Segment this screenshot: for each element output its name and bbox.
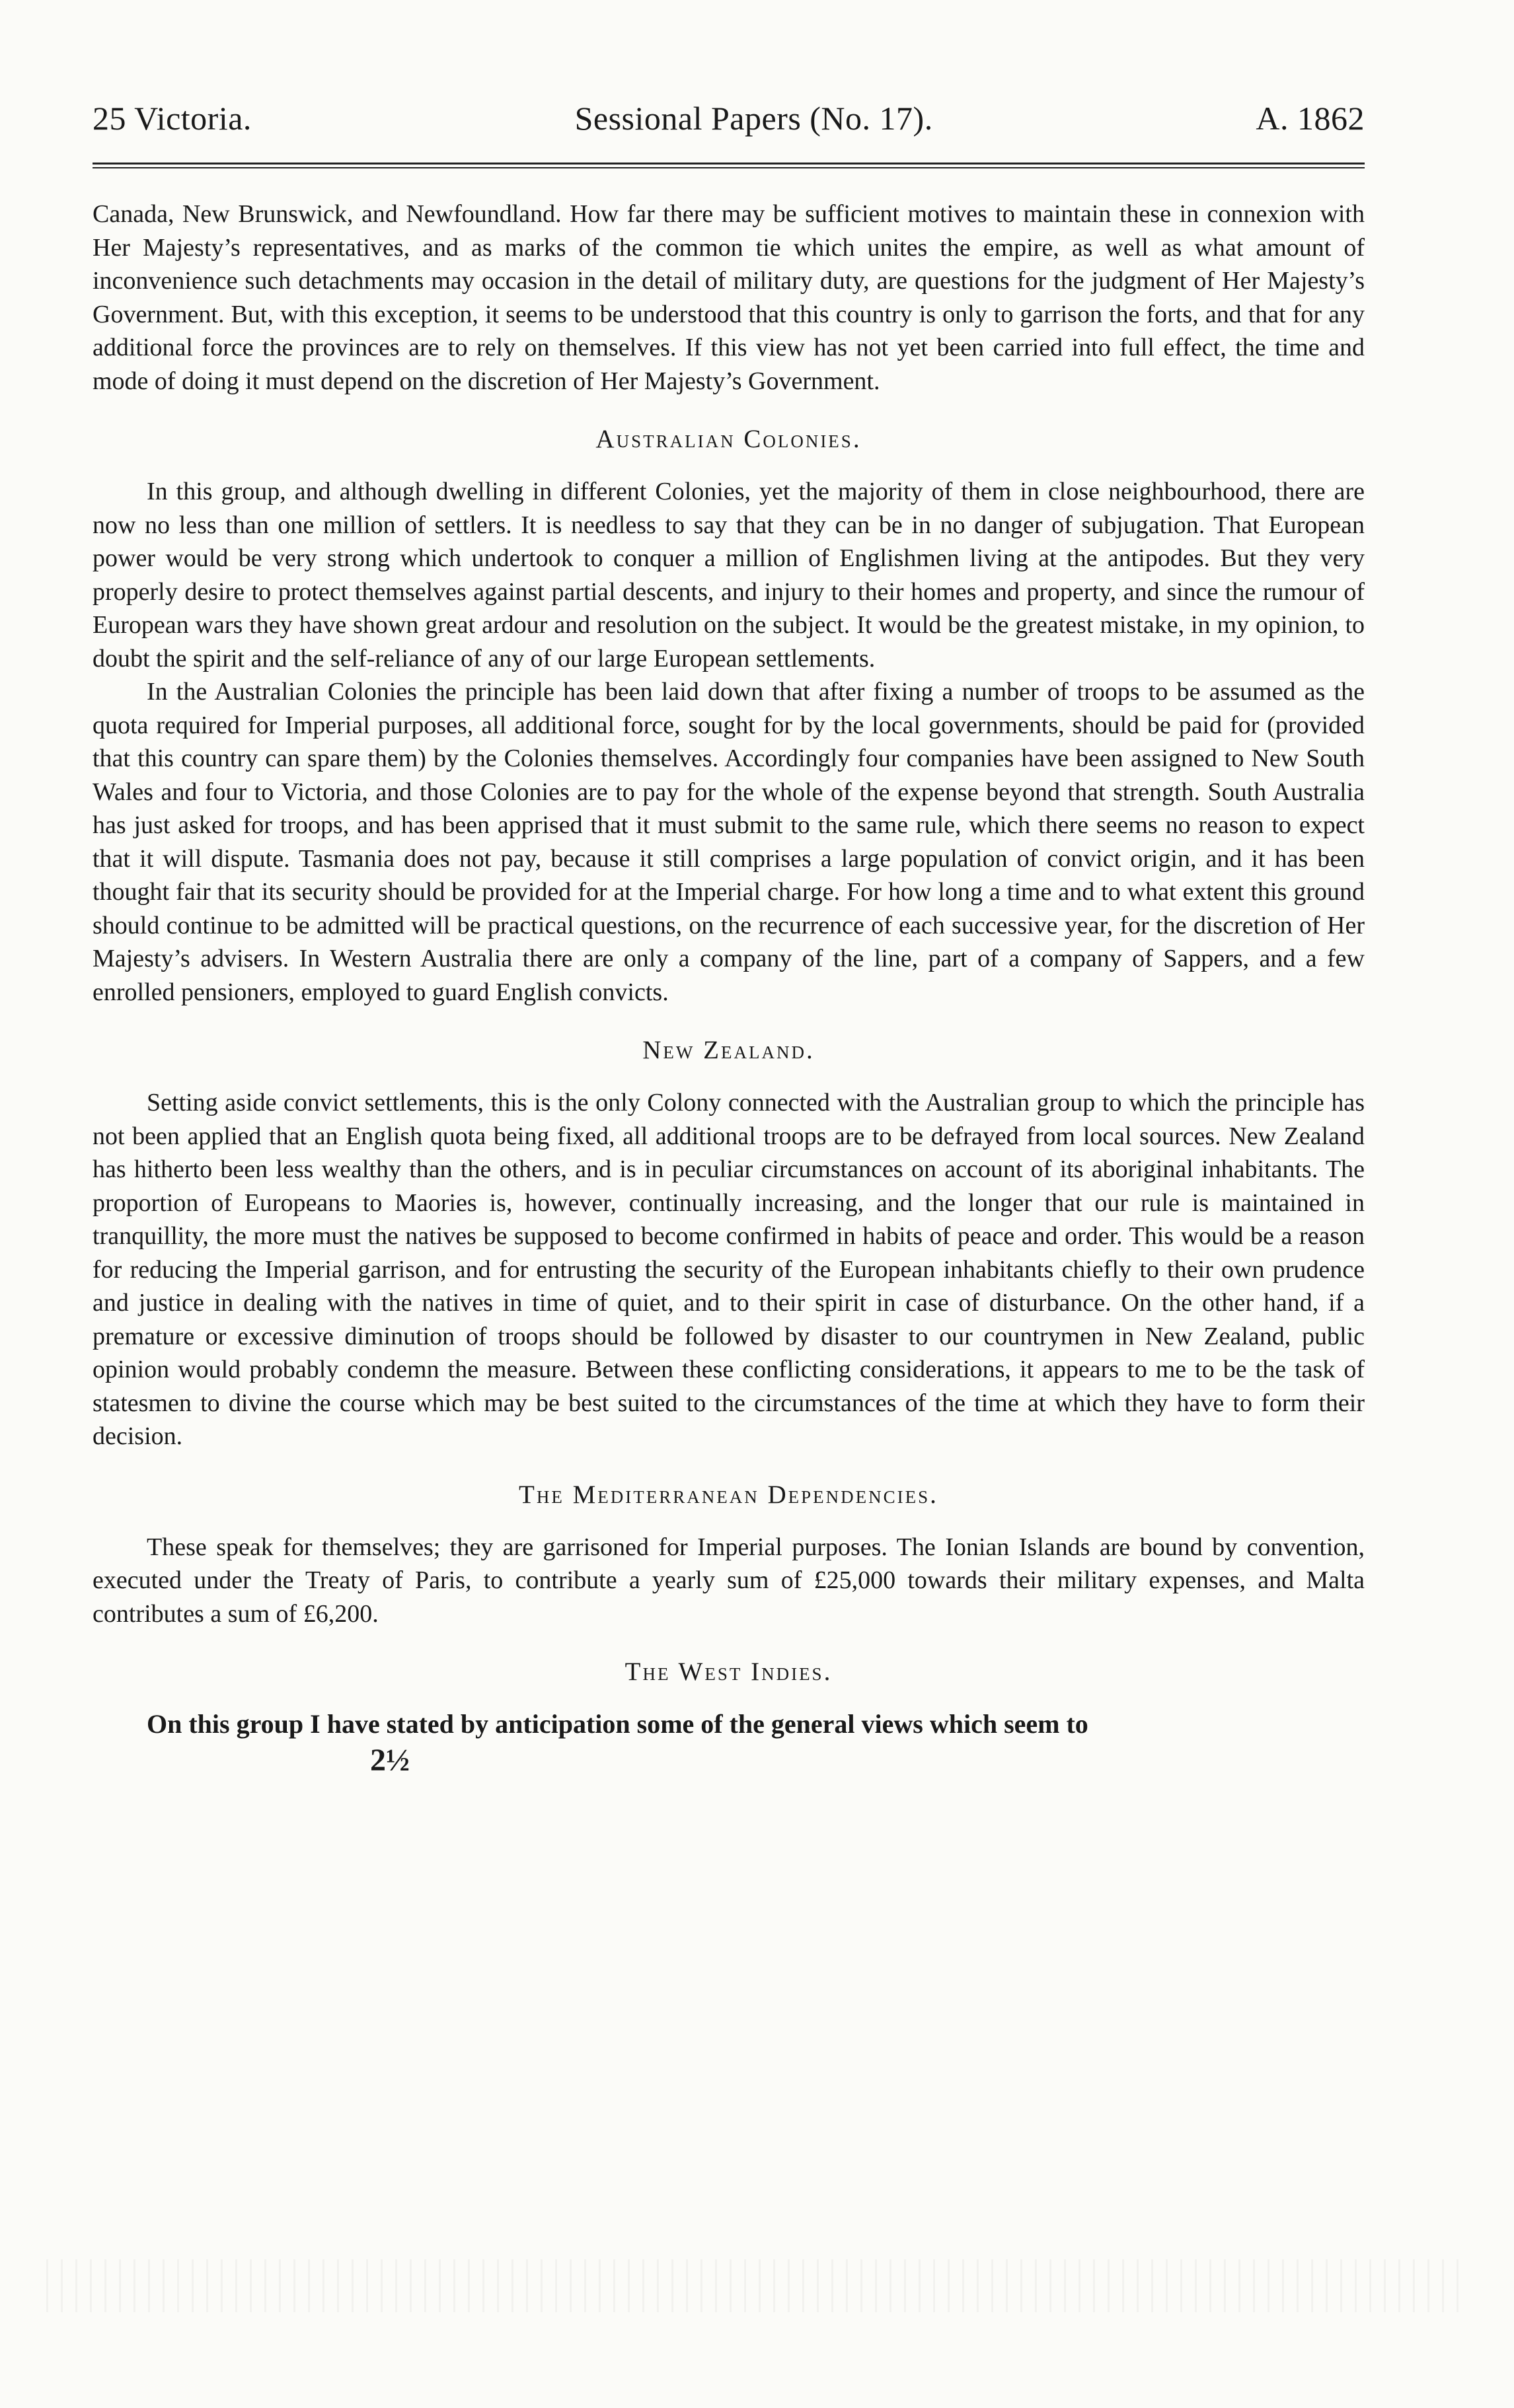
header-rule <box>93 163 1365 168</box>
header-title: Sessional Papers (No. 17). <box>574 100 933 137</box>
header-session: 25 Victoria. <box>93 100 252 137</box>
paragraph: These speak for themselves; they are garrisoned for Imperial purposes. The Ionian Islands are bound by convention, executed under the Treaty of Paris, to contribute a yearly sum of £25,000 towards their military expenses, and Malta contributes a sum of £6,200. <box>93 1533 1365 1628</box>
body-text <box>93 198 1365 1778</box>
document-page <box>93 99 1365 1778</box>
section-heading: New Zealand. <box>642 1036 815 1064</box>
scan-noise <box>46 2259 1460 2312</box>
signature-mark: 2½ <box>370 1743 410 1778</box>
section-heading: The Mediterranean Dependencies. <box>519 1480 938 1509</box>
final-line: On this group I have stated by anticipation some of the general views which seem to <box>147 1709 1088 1739</box>
paragraph: In this group, and although dwelling in different Colonies, yet the majority of them in close neighbourhood, there are now no less than one million of settlers. It is needless to say that they can be in no danger of subjugation. That European power would be very strong which undertook to conquer a million of Englishmen living at the antipodes. But they very properly desire to protect themselves against partial descents, and injury to their homes and property, and since the rumour of European wars they have shown great ardour and resolution on the subject. It would be the greatest mistake, in my opinion, to doubt the spirit and the self-reliance of any of our large European settlements. <box>93 478 1365 673</box>
paragraph: Canada, New Brunswick, and Newfoundland. How far there may be sufficient motives to maintain these in connexion with Her Majesty’s representatives, and as marks of the common tie which unites the empire, as well as what amount of inconvenience such detachments may occasion in the detail of military duty, are questions for the judgment of Her Majesty’s Government. But, with this exception, it seems to be understood that this country is only to garrison the forts, and that for any additional force the provinces are to rely on themselves. If this view has not yet been carried into full effect, the time and mode of doing it must depend on the discretion of Her Majesty’s Government. <box>93 200 1365 395</box>
header-year: A. 1862 <box>1256 100 1365 137</box>
section-heading: The West Indies. <box>625 1658 833 1686</box>
paragraph: Setting aside convict settlements, this is the only Colony connected with the Australian group to which the principle has not been applied that an English quota being fixed, all additional troops are to be defrayed from local sources. New Zealand has hitherto been less wealthy than the others, and is in peculiar circumstances on account of its aboriginal inhabitants. The proportion of Europeans to Maories is, however, continually increasing, and the longer that our rule is maintained in tranquillity, the more must the natives be supposed to become confirmed in habits of peace and order. This would be a reason for reducing the Imperial garrison, and for entrusting the security of the European inhabitants chiefly to their own prudence and justice in dealing with the natives in time of quiet, and to their spirit in case of disturbance. On the other hand, if a premature or excessive diminution of troops should be followed by disaster to our countrymen in New Zealand, public opinion would probably condemn the measure. Between these conflicting considerations, it appears to me to be the task of statesmen to divine the course which may be best suited to the circumstances of the time at which they have to form their decision. <box>93 1089 1365 1450</box>
section-heading: Australian Colonies. <box>595 425 862 453</box>
running-header <box>93 99 1365 137</box>
paragraph: In the Australian Colonies the principle has been laid down that after fixing a number of troops to be assumed as the quota required for Imperial purposes, all additional force, sought for by the local governments, should be paid for (provided that this country can spare them) by the Colonies themselves. Accordingly four companies have been assigned to New South Wales and four to Victoria, and those Colonies are to pay for the whole of the expense beyond that strength. South Australia has just asked for troops, and has been apprised that it must submit to the same rule, which there seems no reason to expect that it will dispute. Tasmania does not pay, because it still comprises a large population of convict origin, and it has been thought fair that its security should be provided for at the Imperial charge. For how long a time and to what extent this ground should continue to be admitted will be practical questions, on the recurrence of each successive year, for the discretion of Her Majesty’s advisers. In Western Australia there are only a company of the line, part of a company of Sappers, and a few enrolled pensioners, employed to guard English convicts. <box>93 678 1365 1006</box>
